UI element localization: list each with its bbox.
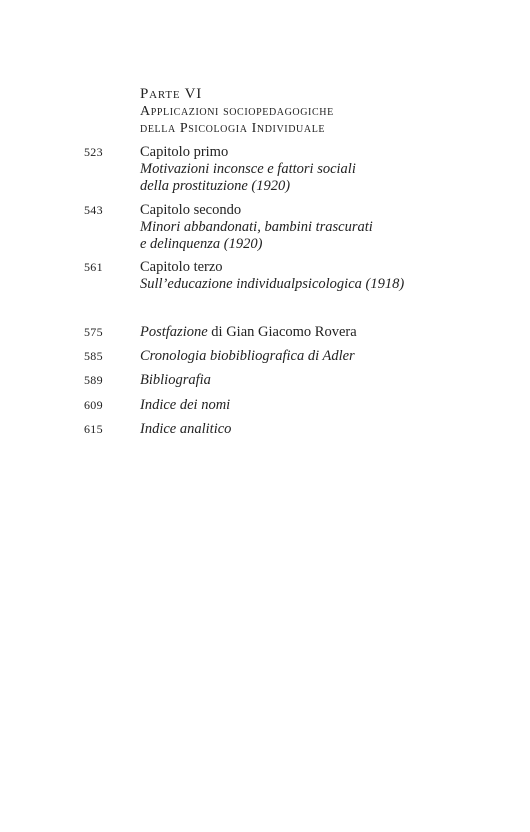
part-title-line-2: della Psicologia Individuale bbox=[140, 121, 326, 136]
entry-title-italic: Postfazione bbox=[140, 324, 208, 340]
chapter-label: Capitolo secondo bbox=[140, 202, 242, 218]
entry-text bbox=[140, 144, 510, 195]
chapter-title-line: Motivazioni inconsce e fattori sociali bbox=[140, 161, 356, 177]
part-title-line-1: Applicazioni sociopedagogiche bbox=[140, 104, 334, 119]
chapter-title-line: della prostituzione (1920) bbox=[140, 178, 291, 194]
entry-title-italic: Cronologia biobibliografica di Adler bbox=[140, 348, 355, 364]
page-number: 575 bbox=[84, 325, 103, 339]
page-number: 543 bbox=[84, 203, 103, 217]
page-number: 589 bbox=[84, 373, 103, 387]
entry-title-italic: Indice dei nomi bbox=[140, 397, 231, 413]
entry-text bbox=[140, 397, 510, 414]
page-number: 585 bbox=[84, 349, 103, 363]
chapter-label: Capitolo primo bbox=[140, 144, 229, 160]
entry-title-italic: Bibliografia bbox=[140, 372, 211, 388]
page-number: 523 bbox=[84, 145, 103, 159]
page-number: 561 bbox=[84, 260, 103, 274]
chapter-title-line: e delinquenza (1920) bbox=[140, 236, 263, 252]
part-label: Parte VI bbox=[140, 86, 203, 102]
entry-title-italic: Indice analitico bbox=[140, 421, 232, 437]
chapter-title-line: Minori abbandonati, bambini trascurati bbox=[140, 219, 373, 235]
entry-text bbox=[140, 324, 510, 341]
entry-text bbox=[140, 202, 510, 253]
entry-text bbox=[140, 421, 510, 438]
part-heading bbox=[140, 86, 500, 137]
entry-text bbox=[140, 259, 510, 293]
page-number: 609 bbox=[84, 398, 103, 412]
chapter-title-line: Sull’educazione individualpsicologica (1918) bbox=[140, 276, 405, 292]
chapter-label: Capitolo terzo bbox=[140, 259, 223, 275]
entry-text bbox=[140, 372, 510, 389]
entry-title-roman: di Gian Giacomo Rovera bbox=[207, 324, 357, 340]
page-number: 615 bbox=[84, 422, 103, 436]
entry-text bbox=[140, 348, 510, 365]
